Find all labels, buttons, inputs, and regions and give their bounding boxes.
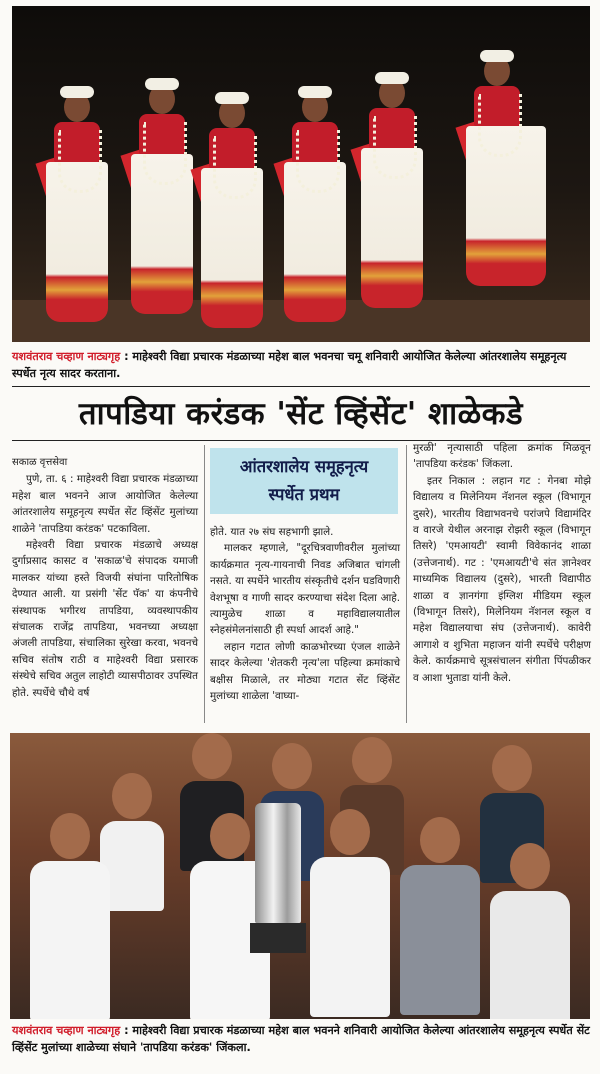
article-column-3 (413, 440, 591, 686)
column-divider (406, 445, 407, 723)
headline: तापडिया करंडक 'सेंट व्हिंसेंट' शाळेकडे (78, 396, 524, 432)
paragraph: मुरळी' नृत्यासाठी पहिला क्रमांक मिळवून 'तापडिया करंडक' जिंकला. (413, 442, 591, 471)
dance-photo (12, 6, 590, 342)
caption-place: यशवंतराव चव्हाण नाट्यगृह (12, 350, 121, 363)
article-column-1 (12, 455, 198, 701)
caption-text: : माहेश्वरी विद्या प्रचारक मंडळाच्या महेश बाल भवनने शनिवारी आयोजित केलेल्या आंतरशालेय समूहनृत्य स्पर्धेत सेंट व्हिंसेंट मुलांच्या शाळेच्या संघाने 'तापडिया करंडक' जिंकला. (12, 1024, 590, 1054)
trophy (255, 803, 301, 963)
dancer-figure (127, 84, 197, 324)
dancer-figure (42, 92, 112, 332)
article-column-2 (210, 524, 400, 704)
paragraph: होते. यात २७ संघ सहभागी झाले. (210, 526, 334, 538)
paragraph: मालकर म्हणाले, "दूरचित्रवाणीवरील मुलांच्या कार्यक्रमात नृत्य-गायनाची निवड अजिबात चांगली नसते. या स्पर्धेने भारतीय संस्कृतीचे दर्शन घडविणारी वेशभूषा व गाणी सादर करण्याचा संदेश दिला आहे. त्यामुळेच शाळा व महाविद्यालयातील स्नेहसंमेलनांसाठी ही स्पर्धा आदर्श आहे." (210, 542, 400, 637)
student-figure (310, 809, 390, 1017)
caption-place: यशवंतराव चव्हाण नाट्यगृह (12, 1024, 121, 1037)
dancer-figure (280, 92, 350, 302)
subheadline-box (210, 448, 398, 514)
caption-text: : माहेश्वरी विद्या प्रचारक मंडळाच्या महेश बाल भवनचा चमू शनिवारी आयोजित केलेल्या आंतरशालेय समूहनृत्य स्पर्धेत नृत्य सादर करताना. (12, 350, 567, 380)
student-figure (400, 817, 480, 1015)
winners-photo (10, 733, 590, 1019)
byline: सकाळ वृत्तसेवा (12, 457, 68, 468)
paragraph: लहान गटात लोणी काळभोरच्या एंजल शाळेने सादर केलेल्या 'शेतकरी नृत्य'ला पहिल्या क्रमांकाचे बक्षीस मिळाले, तर मोठ्या गटात सेंट व्हिंसेंट मुलांच्या शाळेला 'वाघ्या- (210, 640, 400, 703)
student-figure (30, 813, 110, 1019)
dancer-figure (462, 56, 552, 336)
student-figure (490, 843, 570, 1019)
paragraph: पुणे, ता. ६ : माहेश्वरी विद्या प्रचारक मंडळाच्या महेश बाल भवनने आज आयोजित केलेल्या आंतरशालेय समूहनृत्य स्पर्धेत सेंट व्हिंसेंट मुलांच्या शाळेने 'तापडिया करंडक' पटकाविला. (12, 473, 198, 535)
divider (12, 386, 590, 387)
top-photo-caption (12, 348, 590, 382)
bottom-photo-caption (12, 1022, 590, 1056)
dancer-figure (197, 98, 267, 318)
subhead-line-2: स्पर्धेत प्रथम (268, 485, 340, 504)
paragraph: महेश्वरी विद्या प्रचारक मंडळाचे अध्यक्ष दुर्गाप्रसाद कासट व 'सकाळ'चे संपादक यमाजी मालकर यांच्या हस्ते विजयी संघांना पारितोषिक देण्यात आली. या प्रसंगी 'सेंट पॅक' या कंपनीचे संस्थापक भगीरथ तापडिया, व्यवस्थापकीय संचालक राजेंद्र तापडिया, भवनच्या अध्यक्षा अंजली तापडिया, संचालिका सुरेखा करवा, भवनचे सचिव संतोष राठी व माहेश्वरी विद्या प्रसारक संस्थेचे सचिव अतुल लाहोटी व्यासपीठावर उपस्थित होते. स्पर्धेचे चौथे वर्ष (12, 539, 198, 699)
column-divider (204, 445, 205, 723)
subhead-line-1: आंतरशालेय समूहनृत्य (239, 457, 369, 476)
dancer-figure (357, 78, 427, 328)
paragraph: इतर निकाल : लहान गट : गेनबा मोझे विद्यालय व मिलेनियम नॅशनल स्कूल (विभागून दुसरे), भारतीय विद्याभवनचे परांजपे विद्यामंदिर व वारजे येथील अरनाझ रोझरी स्कूल (विभागून तिसरे) 'एमआयटी' स्वामी विवेकानंद शाळा (उत्तेजनार्थ). गट : 'एमआयटी'चे संत ज्ञानेश्वर माध्यमिक विद्यालय (दुसरे), भारती विद्यापीठ शाळा व ज्ञानगंगा इंग्लिश मीडियम स्कूल (विभागून तिसरे), मिलेनियम नॅशनल स्कूल व महेश विद्यालयाचा संघ (उत्तेजनार्थ). कावेरी आगाशे व शुभिता महाजन यांनी स्पर्धेचे परीक्षण केले. कार्यक्रमाचे सूत्रसंचालन संगीता पिंपळीकर व आशा भुताडा यांनी केले. (413, 474, 591, 684)
